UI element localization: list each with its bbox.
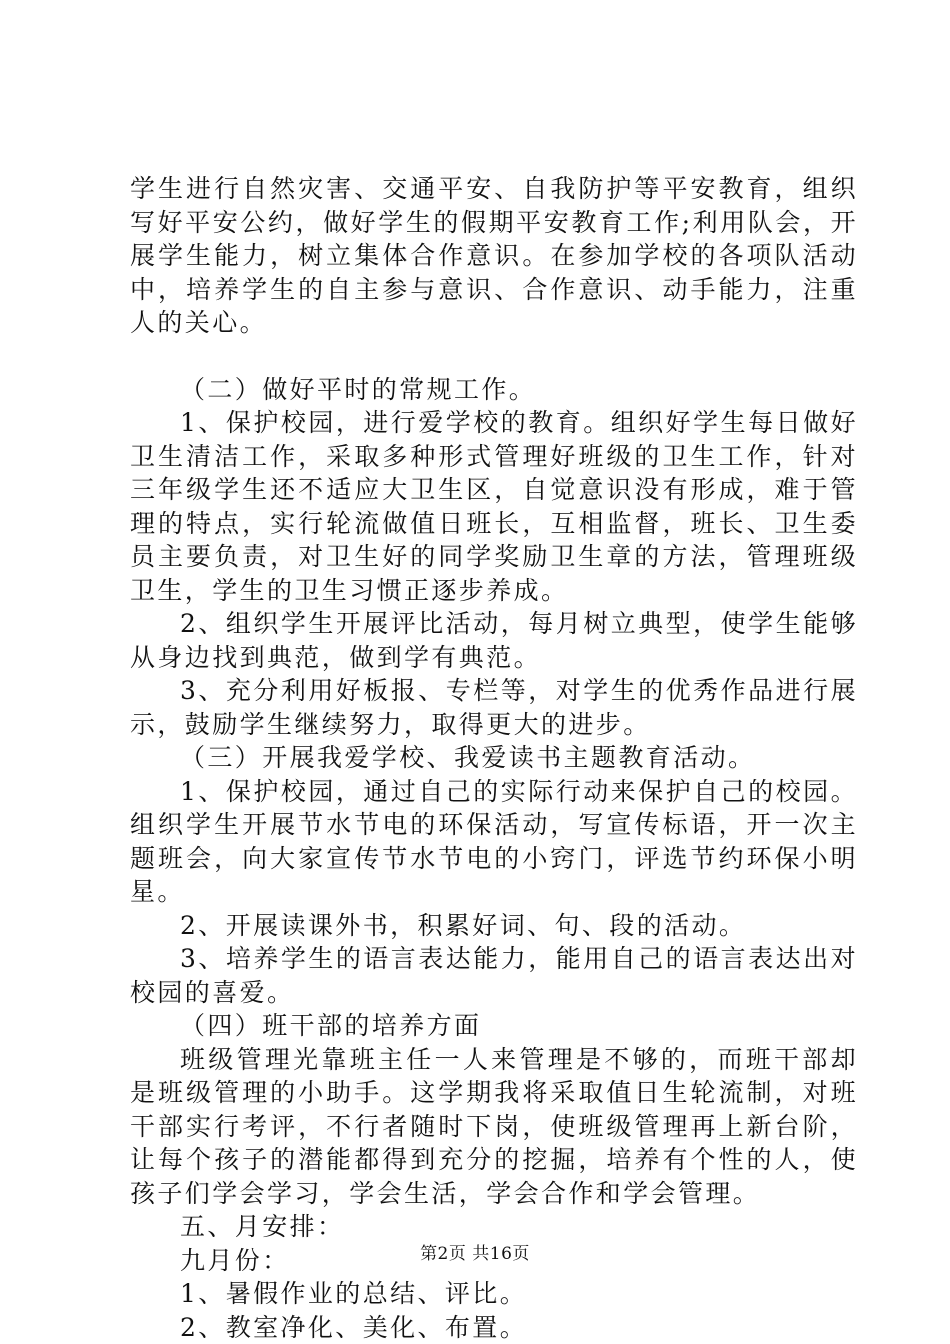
month-item2: 2、教室净化、美化、布置。 [180, 1312, 528, 1342]
section4-heading: （四）班干部的培养方面 [180, 1011, 482, 1040]
section4-body: 班级管理光靠班主任一人来管理是不够的，而班干部却是班级管理的小助手。这学期我将采取值日生轮流制，对班干部实行考评，不行者随时下岗，使班级管理再上新台阶，让每个孩子的潜能都得到充分的挖掘，培养有个性的人，使孩子们学会学习，学会生活，学会合作和学会管理。 [130, 1044, 858, 1208]
section3-item1: 1、保护校园，通过自己的实际行动来保护自己的校园。组织学生开展节水节电的环保活动，写宣传标语，开一次主题班会，向大家宣传节水节电的小窍门，评选节约环保小明星。 [130, 776, 858, 906]
section2-heading: （二）做好平时的常规工作。 [180, 374, 537, 404]
section2-item2: 2、组织学生开展评比活动，每月树立典型，使学生能够从身边找到典范，做到学有典范。 [130, 609, 858, 672]
page-footer [0, 1244, 950, 1264]
section3-heading: （三）开展我爱学校、我爱读书主题教育活动。 [180, 743, 756, 772]
section3-item2: 2、开展读课外书，积累好词、句、段的活动。 [180, 910, 747, 940]
paragraph-gap [130, 340, 858, 373]
section2-item3: 3、充分利用好板报、专栏等，对学生的优秀作品进行展示，鼓励学生继续努力，取得更大的进步。 [130, 676, 858, 739]
section2-item1: 1、保护校园，进行爱学校的教育。组织好学生每日做好卫生清洁工作，采取多种形式管理好班级的卫生工作，针对三年级学生还不适应大卫生区，自觉意识没有形成，难于管理的特点，实行轮流做值日班长，互相监督，班长、卫生委员主要负责，对卫生好的同学奖励卫生章的方法，管理班级卫生，学生的卫生习惯正逐步养成。 [130, 408, 858, 605]
section3-item3: 3、培养学生的语言表达能力，能用自己的语言表达出对校园的喜爱。 [130, 944, 858, 1007]
document-body [130, 172, 858, 1344]
month-item1: 1、暑假作业的总结、评比。 [180, 1279, 528, 1308]
month-label: 九月份： [180, 1245, 290, 1275]
intro-paragraph: 学生进行自然灾害、交通平安、自我防护等平安教育，组织写好平安公约，做好学生的假期平安教育工作;利用队会，开展学生能力，树立集体合作意识。在参加学校的各项队活动中，培养学生的自主参与意识、合作意识、动手能力，注重人的关心。 [130, 174, 858, 337]
section5-heading: 五、月安排： [180, 1212, 345, 1241]
page-number: 第2页 共16页 [420, 1244, 530, 1264]
